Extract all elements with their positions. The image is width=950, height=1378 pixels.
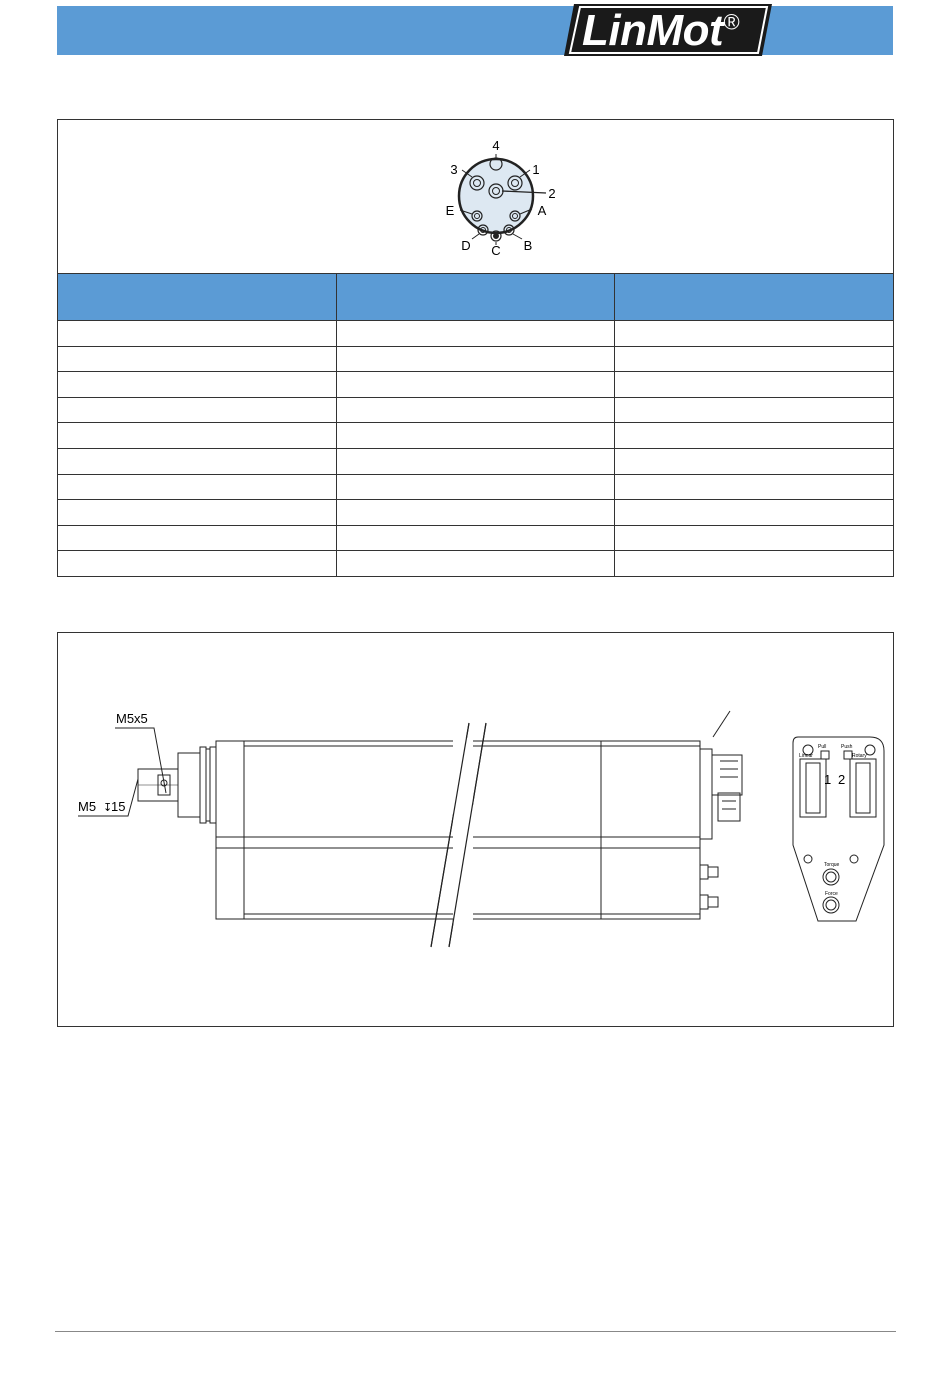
connector-pinout-diagram xyxy=(418,134,568,259)
table-cell xyxy=(614,423,893,449)
table-cell xyxy=(58,474,336,500)
table-cell xyxy=(58,525,336,551)
plug-label-linear: Linear xyxy=(799,753,813,759)
table-cell xyxy=(58,346,336,372)
footer-divider xyxy=(55,1331,896,1332)
table-cell xyxy=(58,397,336,423)
pin-label-E: E xyxy=(445,203,455,218)
pin-label-C: C xyxy=(491,243,501,258)
table-cell xyxy=(58,321,336,347)
table-cell xyxy=(336,346,614,372)
plug-number-1: 1 xyxy=(824,772,832,787)
table-cell xyxy=(614,372,893,398)
table-cell xyxy=(336,551,614,576)
plug-label-force: Force xyxy=(825,891,838,897)
connector-panel xyxy=(57,119,894,577)
pin-assignment-table xyxy=(58,273,893,576)
table-header-row xyxy=(58,274,893,321)
table-row xyxy=(58,321,893,347)
plug-label-torque: Torque xyxy=(824,862,840,868)
pin-label-A: A xyxy=(537,203,547,218)
table-cell xyxy=(614,397,893,423)
table-cell xyxy=(58,448,336,474)
table-row xyxy=(58,525,893,551)
table-row xyxy=(58,448,893,474)
depth-value: 15 xyxy=(111,799,126,814)
brand-name: LinMot® xyxy=(582,6,739,55)
pin-label-1: 1 xyxy=(532,162,540,177)
table-row xyxy=(58,474,893,500)
plug-label-push: Push xyxy=(841,744,853,750)
table-cell xyxy=(58,423,336,449)
table-header-cell xyxy=(58,274,336,321)
table-cell xyxy=(336,474,614,500)
table-cell xyxy=(336,423,614,449)
table-cell xyxy=(614,346,893,372)
table-header-cell xyxy=(614,274,893,321)
actuator-drawing xyxy=(58,633,893,1026)
plug-label-pull: Pull xyxy=(818,744,827,750)
pin-label-3: 3 xyxy=(450,162,458,177)
table-row xyxy=(58,500,893,526)
table-cell xyxy=(614,321,893,347)
thread-label-m5: M5 xyxy=(78,799,97,814)
table-cell xyxy=(336,448,614,474)
table-row xyxy=(58,423,893,449)
brand-logo xyxy=(560,0,776,58)
table-cell xyxy=(614,525,893,551)
table-cell xyxy=(614,551,893,576)
table-row xyxy=(58,346,893,372)
table-cell xyxy=(336,500,614,526)
pin-label-2: 2 xyxy=(548,186,556,201)
table-cell xyxy=(614,448,893,474)
dimension-drawing-panel xyxy=(57,632,894,1027)
table-cell xyxy=(58,500,336,526)
table-cell xyxy=(336,321,614,347)
table-cell xyxy=(336,525,614,551)
pin-label-B: B xyxy=(523,238,533,253)
table-cell xyxy=(336,397,614,423)
table-row xyxy=(58,372,893,398)
table-row xyxy=(58,397,893,423)
depth-symbol: ↧ xyxy=(103,802,113,814)
table-cell xyxy=(614,500,893,526)
table-cell xyxy=(614,474,893,500)
table-row xyxy=(58,551,893,576)
pin-label-4: 4 xyxy=(492,138,500,153)
table-cell xyxy=(336,372,614,398)
pin-label-D: D xyxy=(461,238,471,253)
thread-label-m5x5: M5x5 xyxy=(116,711,148,726)
plug-label-rotary: Rotary xyxy=(852,753,867,759)
table-cell xyxy=(58,372,336,398)
table-cell xyxy=(58,551,336,576)
plug-number-2: 2 xyxy=(838,772,846,787)
table-header-cell xyxy=(336,274,614,321)
